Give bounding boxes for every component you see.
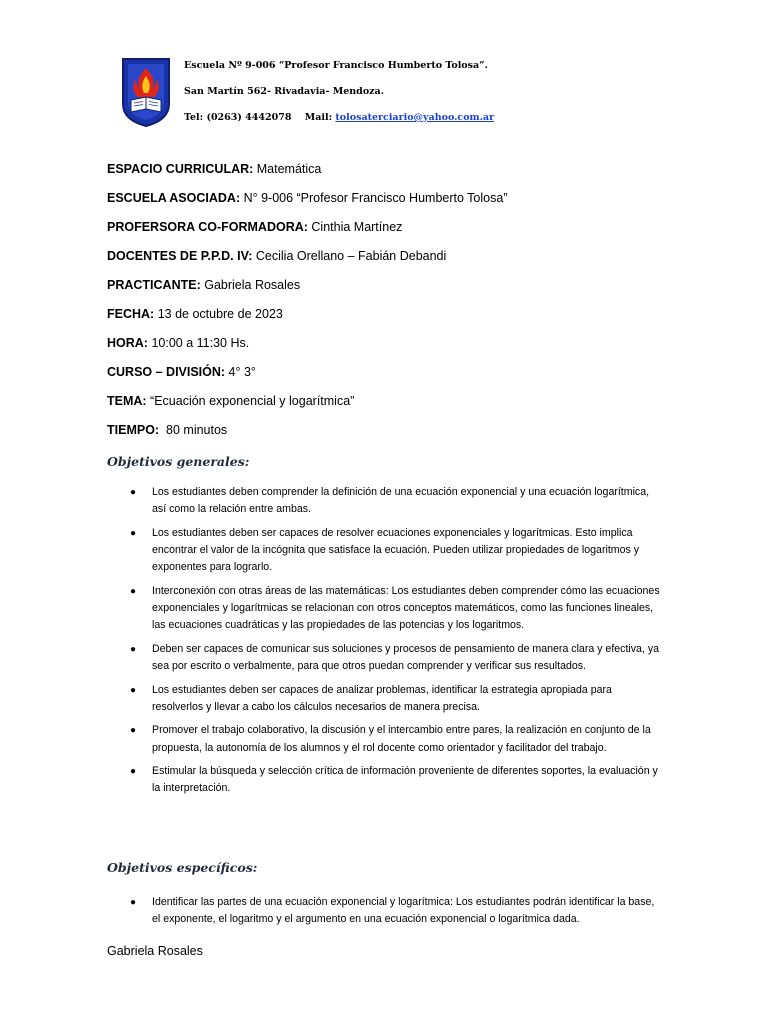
bullet-icon: ● (130, 766, 137, 778)
bullet-icon: ● (130, 643, 137, 655)
section-title-objetivos-especificos: Objetivos específicos: (107, 860, 258, 875)
list-item-text: Los estudiantes deben comprender la definición de una ecuación exponencial y una ecuación logarítmica, así como la relación entre ambas. (152, 486, 650, 516)
list-item (130, 583, 660, 635)
list-item-text: Los estudiantes deben ser capaces de resolver ecuaciones exponenciales y logarítmicas. Esto implica encontrar el valor de la incógnita que satisface la ecuación. Pueden utilizar propiedades de logaritmos y exponentes para lograrlo. (152, 526, 640, 574)
field-value: 80 minutos (159, 423, 228, 437)
field-curso (107, 364, 707, 393)
field-label: PRACTICANTE: (107, 278, 201, 292)
school-contact (184, 112, 494, 123)
lesson-info (107, 161, 707, 451)
mail-label: Mail: (304, 112, 333, 123)
list-item (130, 763, 660, 797)
field-label: HORA: (107, 336, 148, 350)
field-practicante (107, 277, 707, 306)
section-title-objetivos-generales: Objetivos generales: (107, 454, 250, 469)
school-phone: Tel: (0263) 4442078 (184, 112, 292, 123)
field-value: Cecilia Orellano – Fabián Debandi (252, 249, 447, 263)
field-label: PROFERSORA CO-FORMADORA: (107, 220, 308, 234)
field-profesora (107, 219, 707, 248)
list-item-text: Estimular la búsqueda y selección crítica de información proveniente de diferentes soportes, la evaluación y la interpretación. (152, 765, 658, 795)
bullet-icon: ● (130, 725, 137, 737)
list-item (130, 525, 660, 577)
field-label: FECHA: (107, 307, 155, 321)
school-crest-icon (119, 56, 173, 128)
field-tema (107, 393, 707, 422)
bullet-icon: ● (130, 684, 137, 696)
field-value: 13 de octubre de 2023 (154, 307, 283, 321)
field-label: CURSO – DIVISIÓN: (107, 365, 226, 379)
list-item-text: Deben ser capaces de comunicar sus soluciones y procesos de pensamiento de manera clara y efectiva, ya sea por escrito o verbalmente, para que otros puedan comprender y verificar sus resultados. (152, 642, 660, 672)
field-hora (107, 335, 707, 364)
footer-author: Gabriela Rosales (107, 944, 203, 958)
field-label: ESPACIO CURRICULAR: (107, 162, 254, 176)
list-item (130, 484, 660, 518)
field-value: 4° 3° (225, 365, 256, 379)
field-docentes (107, 248, 707, 277)
field-value: Matemática (253, 162, 322, 176)
school-address: San Martín 562- Rivadavia- Mendoza. (184, 86, 385, 97)
field-espacio-curricular (107, 161, 707, 190)
list-item (130, 682, 660, 716)
list-item-text: Interconexión con otras áreas de las matemáticas: Los estudiantes deben comprender cómo las ecuaciones exponenciales y logarítmicas se relacionan con otros conceptos matemáticos, como las funciones lineales, las ecuaciones cuadráticas y las propiedades de las potencias y los logaritmos. (152, 584, 660, 632)
letterhead (119, 56, 719, 136)
bullet-icon: ● (130, 897, 137, 908)
field-value: 10:00 a 11:30 Hs. (147, 336, 250, 350)
field-label: DOCENTES DE P.P.D. IV: (107, 249, 253, 263)
field-value: “Ecuación exponencial y logarítmica” (146, 394, 355, 408)
objetivos-generales-list (130, 484, 660, 804)
field-fecha (107, 306, 707, 335)
field-label: ESCUELA ASOCIADA: (107, 191, 241, 205)
field-escuela-asociada (107, 190, 707, 219)
list-item (130, 641, 660, 675)
bullet-icon: ● (130, 527, 137, 539)
email-link[interactable]: tolosaterciario@yahoo.com.ar (335, 112, 495, 123)
field-value: Cinthia Martínez (307, 220, 403, 234)
list-item-text: Identificar las partes de una ecuación exponencial y logarítmica: Los estudiantes podrán identificar la base, el exponente, el logaritmo y el argumento en una ecuación exponencial o logarítmica dada. (152, 896, 655, 926)
school-name: Escuela Nº 9-006 “Profesor Francisco Humberto Tolosa”. (184, 60, 488, 71)
list-item (130, 722, 660, 756)
field-tiempo (107, 422, 707, 451)
bullet-icon: ● (130, 585, 137, 597)
list-item-text: Los estudiantes deben ser capaces de analizar problemas, identificar la estrategia apropiada para resolverlos y llevar a cabo los cálculos necesarios de manera precisa. (152, 683, 612, 713)
field-value: Gabriela Rosales (200, 278, 301, 292)
objetivos-especificos-list (130, 894, 660, 935)
field-value: N° 9-006 “Profesor Francisco Humberto Tolosa” (240, 191, 508, 205)
list-item-text: Promover el trabajo colaborativo, la discusión y el intercambio entre pares, la realización en conjunto de la propuesta, la autonomía de los alumnos y el rol docente como orientador y facilitador del trabajo. (152, 724, 651, 754)
bullet-icon: ● (130, 487, 137, 498)
field-label: TIEMPO: (107, 423, 160, 437)
field-label: TEMA: (107, 394, 147, 408)
list-item (130, 894, 660, 928)
